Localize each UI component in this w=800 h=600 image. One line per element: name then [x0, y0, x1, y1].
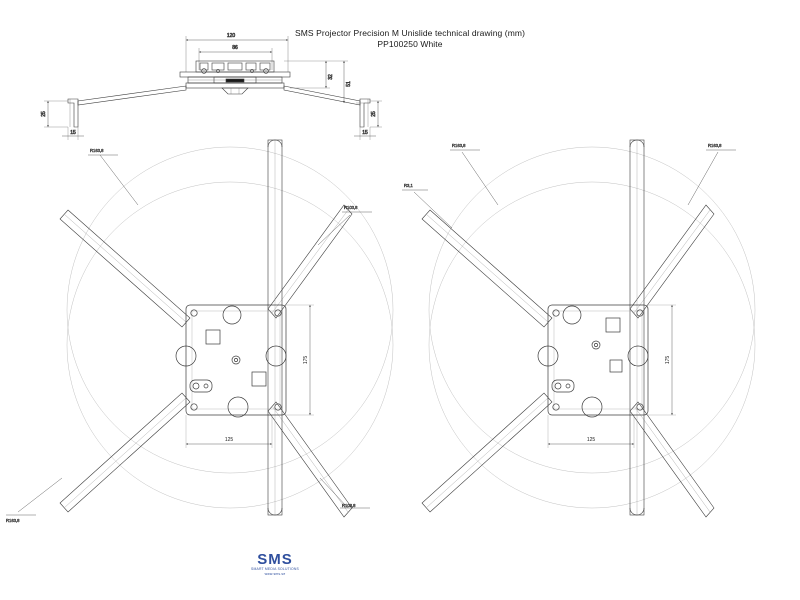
side-view-dim-120 [186, 33, 288, 72]
dim-label-15-right: 15 [362, 130, 368, 136]
side-view-dim-15-right [354, 127, 376, 140]
plan-right-dim-175 [648, 305, 676, 415]
side-elevation-view [41, 33, 382, 140]
sms-watermark [245, 552, 305, 577]
plan-left-construction-circles [67, 147, 393, 508]
radius-label-r163-8-tl-right: R163,8 [452, 143, 466, 148]
side-view-dim-51 [330, 61, 364, 103]
radius-label-r103-8-br: R103,8 [342, 503, 356, 508]
dim-label-51: 51 [346, 81, 352, 87]
drawing-title-line-1: SMS Projector Precision M Unislide technical drawing (mm) [294, 28, 526, 38]
dim-label-125-right: 125 [586, 437, 596, 443]
side-view-dim-15-left [62, 127, 84, 140]
radius-label-r3-1: R3,1 [404, 183, 413, 188]
side-view-dim-25-right [370, 101, 382, 127]
dim-label-25-right: 25 [371, 111, 377, 117]
side-view-dim-86 [199, 45, 272, 70]
plan-view-right [402, 140, 755, 517]
sms-logo-text: SMS [257, 551, 293, 568]
plan-right-construction-circles [429, 147, 755, 508]
dim-label-86: 86 [232, 45, 238, 51]
dim-label-175-left: 175 [303, 355, 309, 365]
plan-right-radius-leaders [402, 143, 736, 228]
plan-left-radius-leaders [6, 148, 372, 523]
dim-label-32: 32 [328, 74, 334, 80]
dim-label-25-left: 25 [41, 111, 47, 117]
side-view-body [68, 61, 370, 127]
dim-label-15-left: 15 [70, 130, 76, 136]
plan-left-dim-125 [186, 415, 272, 448]
plan-right-mount-plate [538, 305, 648, 417]
radius-label-r163-8-bl: R163,8 [6, 518, 20, 523]
dim-label-175-right: 175 [665, 355, 671, 365]
dim-label-125-left: 125 [224, 437, 234, 443]
sms-logo-sub2: www.sms.se [264, 571, 286, 576]
plan-left-mount-plate [176, 305, 286, 417]
plan-left-dim-175 [286, 305, 314, 415]
dim-label-120: 120 [226, 33, 236, 39]
radius-label-r163-8-tr-right: R163,8 [708, 143, 722, 148]
radius-label-r103-8-r: R103,8 [344, 205, 358, 210]
radius-label-r163-8-tl: R163,8 [90, 148, 104, 153]
sms-logo-sub1: SMART MEDIA SOLUTIONS [251, 567, 299, 571]
side-view-dim-25-left [41, 101, 68, 127]
plan-right-dim-125 [548, 415, 634, 448]
plan-view-left [6, 140, 393, 523]
drawing-title-line-2: PP100250 White [377, 39, 443, 50]
side-view-dim-32 [284, 61, 334, 88]
